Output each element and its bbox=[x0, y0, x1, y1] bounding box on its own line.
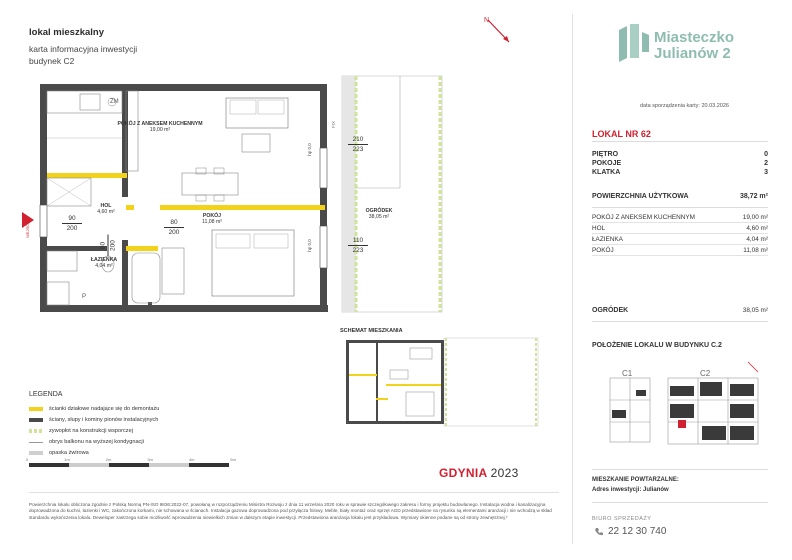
dim-height: 200 bbox=[66, 225, 78, 232]
scale-label: 5m bbox=[230, 457, 236, 462]
garden-value: 38,05 m² bbox=[742, 307, 768, 314]
room-area: 4,60 m² bbox=[97, 209, 115, 215]
legend-swatch bbox=[29, 442, 43, 443]
floor-plan bbox=[20, 70, 450, 325]
schema-partitions bbox=[349, 374, 441, 400]
dimension bbox=[99, 235, 118, 257]
scale-segment bbox=[69, 463, 109, 467]
legend-text: opaska żwirowa bbox=[49, 450, 89, 456]
legend-item bbox=[29, 406, 159, 412]
room-value: 4,04 m² bbox=[746, 235, 768, 243]
param-row bbox=[592, 151, 768, 160]
dim-width: 90 bbox=[62, 214, 82, 224]
param-value: 2 bbox=[764, 160, 768, 167]
legend-item bbox=[29, 417, 158, 423]
sofa-cushion bbox=[258, 100, 284, 114]
schema-table bbox=[390, 370, 408, 379]
schema-garden bbox=[444, 338, 538, 426]
city-name: GDYNIA bbox=[439, 466, 488, 480]
area-row bbox=[592, 193, 768, 200]
dimension bbox=[348, 236, 368, 255]
page-divider bbox=[572, 14, 573, 544]
room-name: OGRÓDEK bbox=[365, 208, 393, 214]
sales-label: BIURO SPRZEDAŻY bbox=[592, 516, 652, 522]
scale-labels bbox=[26, 457, 236, 462]
footnote: Powierzchnia lokalu obliczona zgodnie z Polską Normą PN-ISO 9836:2022-07, powołaną w rozporządzeniu Ministra Rozwoju z dnia 11 września 2020 roku w sprawie szczegółowego zakresu i formy projektu budowlanego. Instalacja wodna i kanalizacyjna doprowadzona do kuchni, łazienki i WC, zakończona korkami, nie schowana w ścianach. Instalacja gazowa doprowadzona pod przyłącza folowy. Meble, biały montaż oraz sprzęt AGD przedstawione na rysunku są elementami aranżacji i nie wchodzą w skład standardu wykończenia lokalu. Deweloper zastrzega sobie możliwość wprowadzenia niewielkich zmian w dalszym etapie inwestycji. Przedstawiona aranżacja lokalu jest przykładowa. Wymiary okienne podane są od strony zewnętrznej.* bbox=[29, 502, 552, 520]
scale-segment bbox=[109, 463, 149, 467]
dim-width: 210 bbox=[348, 135, 368, 145]
site-plan bbox=[590, 360, 770, 455]
legend-text: ściany, słupy i kominy pionów instalacyjnych bbox=[49, 417, 159, 423]
room-row bbox=[592, 245, 768, 256]
area-label: POWIERZCHNIA UŻYTKOWA bbox=[592, 193, 689, 200]
dimension bbox=[164, 218, 184, 237]
washer bbox=[47, 282, 69, 305]
legend-text: obrys balkonu na wyższej kondygnacji bbox=[49, 439, 144, 445]
scale-bar bbox=[29, 463, 229, 467]
window bbox=[320, 148, 327, 188]
param-row bbox=[592, 169, 768, 178]
legend-text: ścianki działowe nadające się do demontażu bbox=[49, 406, 160, 412]
room-row bbox=[592, 212, 768, 223]
entrance-label: WEJŚCIE bbox=[25, 220, 30, 238]
room-label-ogrodek bbox=[356, 208, 402, 220]
label-fix: FIX bbox=[331, 120, 337, 129]
divider-line bbox=[592, 321, 768, 322]
dimension bbox=[348, 135, 368, 154]
scale-segment bbox=[189, 463, 229, 467]
dim-width: 80 bbox=[99, 235, 109, 257]
legend-item bbox=[29, 439, 144, 445]
room-area: 19,00 m² bbox=[149, 127, 171, 133]
garden-label: OGRÓDEK bbox=[592, 307, 629, 314]
legend-swatch bbox=[29, 407, 43, 411]
schema-walls bbox=[346, 340, 444, 424]
divider-line bbox=[592, 469, 768, 470]
dim-height: 200 bbox=[168, 229, 180, 236]
document-subtitle: karta informacyjna inwestycji bbox=[29, 44, 138, 54]
room-area: 4,04 m² bbox=[95, 263, 113, 269]
logo-text bbox=[654, 30, 734, 62]
unit-marker bbox=[678, 420, 686, 428]
scale-label: 2m bbox=[105, 457, 112, 462]
site-label-c2: C2 bbox=[700, 369, 711, 378]
dim-height: 223 bbox=[352, 146, 364, 153]
room-label-hol bbox=[86, 203, 126, 215]
bed bbox=[212, 230, 294, 296]
room-label-lazienka bbox=[80, 257, 128, 269]
params-list bbox=[592, 151, 768, 178]
room-value: 11,08 m² bbox=[743, 246, 768, 254]
phone-icon bbox=[594, 527, 604, 537]
building-label: budynek C2 bbox=[29, 56, 75, 66]
gravel-strip bbox=[342, 76, 356, 312]
sofa bbox=[226, 98, 288, 128]
schema-plan bbox=[340, 336, 550, 428]
dim-width: 80 bbox=[164, 218, 184, 228]
label-p: P bbox=[82, 294, 87, 300]
room-name: POKÓJ Z ANEKSEM KUCHENNYM bbox=[117, 121, 203, 127]
divider-line bbox=[592, 207, 768, 208]
repeat-title: MIESZKANIE POWTARZALNE: bbox=[592, 477, 679, 483]
room-area: 38,05 m² bbox=[368, 214, 390, 220]
param-value: 0 bbox=[764, 151, 768, 158]
height-point: hp 0,0 bbox=[306, 143, 312, 156]
window bbox=[320, 226, 327, 268]
north-arrow-icon bbox=[476, 8, 516, 48]
document-title: lokal mieszkalny bbox=[29, 27, 104, 38]
label-zm: ZM bbox=[110, 99, 119, 105]
site-label-c1: C1 bbox=[622, 369, 633, 378]
room-value: 4,60 m² bbox=[746, 224, 768, 232]
legend-item bbox=[29, 428, 133, 434]
dim-height: 223 bbox=[352, 247, 364, 254]
lokal-number: LOKAL NR 62 bbox=[592, 129, 651, 139]
wardrobe bbox=[162, 248, 184, 294]
dining-table bbox=[182, 173, 238, 195]
pillow bbox=[216, 234, 250, 248]
scale-label: 0 bbox=[26, 457, 29, 462]
sink bbox=[80, 94, 100, 110]
logo-mark-icon bbox=[617, 22, 651, 66]
bathtub bbox=[132, 253, 160, 303]
schema-bed bbox=[406, 392, 434, 416]
room-name: HOL bbox=[100, 203, 112, 209]
room-label-pokoj bbox=[190, 213, 234, 225]
dimension bbox=[62, 214, 82, 233]
divider-line bbox=[592, 502, 768, 503]
param-label: POKOJE bbox=[592, 160, 622, 167]
room-label: HOL bbox=[592, 224, 606, 232]
garden-row bbox=[592, 307, 768, 314]
dim-height: 200 bbox=[109, 240, 117, 251]
pillow bbox=[254, 234, 288, 248]
scale-label: 3m bbox=[147, 457, 153, 462]
room-value: 19,00 m² bbox=[742, 213, 768, 221]
scale-label: 4m bbox=[188, 457, 195, 462]
param-value: 3 bbox=[764, 169, 768, 176]
chair bbox=[214, 195, 224, 201]
room-label: POKÓJ bbox=[592, 246, 614, 254]
washbasin bbox=[47, 251, 77, 271]
sofa-cushion bbox=[230, 100, 256, 114]
height-point: hp 0,0 bbox=[306, 239, 312, 252]
schema-title: SCHEMAT MIESZKANIA bbox=[340, 328, 403, 334]
mini-north-icon bbox=[748, 362, 758, 372]
legend-swatch bbox=[29, 418, 43, 422]
room-label: ŁAZIENKA bbox=[592, 235, 623, 243]
legend-item bbox=[29, 450, 89, 456]
divider-line bbox=[592, 141, 768, 142]
date-line: data sporządzenia karty: 20.03.2026 bbox=[640, 103, 729, 109]
city-year: 2023 bbox=[490, 466, 519, 480]
room-label-kitchen bbox=[105, 121, 215, 133]
room-row bbox=[592, 223, 768, 234]
address: Adres inwestycji: Julianów bbox=[592, 487, 669, 493]
entrance-door bbox=[40, 205, 47, 237]
svg-text:N: N bbox=[484, 17, 490, 24]
param-row bbox=[592, 160, 768, 169]
scale-segment bbox=[149, 463, 189, 467]
logo-line-1: Miasteczko bbox=[654, 29, 735, 46]
legend-text: zywopłot na konstrukcji wsporczej bbox=[49, 428, 133, 434]
rooms-list bbox=[592, 212, 768, 256]
coffee-table bbox=[242, 134, 270, 152]
legend-swatch bbox=[29, 429, 43, 433]
schema-sofa bbox=[410, 348, 432, 359]
param-label: KLATKA bbox=[592, 169, 621, 176]
room-label: POKÓJ Z ANEKSEM KUCHENNYM bbox=[592, 213, 695, 221]
scale-label: 1m bbox=[64, 457, 70, 462]
city-label bbox=[439, 466, 519, 480]
area-value: 38,72 m² bbox=[739, 193, 768, 200]
chair bbox=[196, 195, 206, 201]
logo-line-2: Julianów 2 bbox=[654, 45, 731, 62]
room-area: 11,08 m² bbox=[201, 219, 223, 225]
scale-segment bbox=[29, 463, 69, 467]
param-label: PIĘTRO bbox=[592, 151, 619, 158]
room-name: POKÓJ bbox=[202, 213, 222, 219]
position-title: POŁOŻENIE LOKALU W BUDYNKU C.2 bbox=[592, 342, 722, 349]
dim-width: 110 bbox=[348, 236, 368, 246]
room-name: ŁAZIENKA bbox=[90, 257, 118, 263]
room-row bbox=[592, 234, 768, 245]
legend-title: LEGENDA bbox=[29, 391, 63, 398]
sales-phone[interactable]: 22 12 30 740 bbox=[608, 526, 667, 537]
legend-swatch bbox=[29, 451, 43, 455]
divider-line bbox=[29, 492, 559, 493]
